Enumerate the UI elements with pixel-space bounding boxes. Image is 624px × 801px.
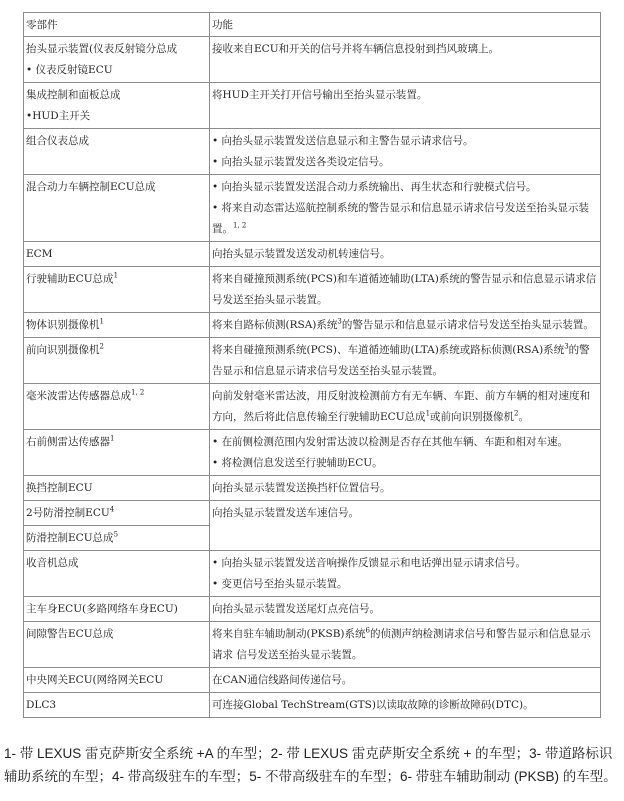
part-cell [24, 526, 210, 551]
part-name: 毫米波雷达传感器总成 [26, 390, 131, 402]
part-name: 防滑控制ECU总成 [26, 532, 114, 544]
table-row [24, 83, 601, 129]
part-cell [24, 83, 210, 129]
function-cell [210, 384, 601, 430]
header-part: 零部件 [24, 13, 210, 37]
footnote-ref: 2 [99, 342, 104, 351]
function-cell [210, 267, 601, 313]
part-cell [24, 668, 210, 693]
part-name: 主车身ECU(多路网络车身ECU) [26, 603, 178, 615]
function-text: 接收来自ECU和开关的信号并将车辆信息投射到挡风玻璃上。 [212, 43, 500, 55]
function-cell [210, 551, 601, 597]
function-cell [210, 83, 601, 129]
function-text: 将来自碰撞预测系统(PCS)和车道循迹辅助(LTA)系统的警告显示和信息显示请求信号发送至抬头显示装置。 [212, 273, 597, 306]
function-text: 将HUD主开关打开信号输出至抬头显示装置。 [212, 89, 428, 101]
table-header-row [24, 13, 601, 37]
function-bullet: • 向抬头显示装置发送音响操作反馈显示和电话弹出显示请求信号。 [212, 553, 598, 574]
table-row [24, 501, 601, 526]
footnote-ref: 1, 2 [233, 221, 247, 230]
footnote-ref: 1 [113, 271, 119, 280]
function-text: 向抬头显示装置发送发动机转速信号。 [212, 248, 391, 260]
part-cell [24, 313, 210, 338]
function-text: 向抬头显示装置发送换挡杆位置信号。 [212, 482, 391, 494]
part-name: 集成控制和面板总成 [26, 89, 121, 101]
table-row [24, 37, 601, 83]
part-cell [24, 501, 210, 526]
table-row [24, 267, 601, 313]
function-text: 的警告显示和信息显示请求信号发送至抬头显示装置。 [341, 319, 594, 331]
function-cell [210, 242, 601, 267]
part-cell [24, 622, 210, 668]
part-name: 间隙警告ECU总成 [26, 628, 114, 640]
part-cell [24, 175, 210, 242]
header-function: 功能 [210, 13, 601, 37]
function-text: 。 [518, 411, 529, 423]
function-bullet [212, 198, 598, 240]
function-bullet: • 将检测信息发送至行驶辅助ECU。 [212, 453, 598, 474]
function-bullet: • 向抬头显示装置发送混合动力系统输出、再生状态和行驶模式信号。 [212, 177, 598, 198]
table-row [24, 384, 601, 430]
part-name: 前向识别摄像机 [26, 344, 100, 356]
part-name: 行驶辅助ECU总成 [26, 273, 114, 285]
function-text: 在CAN通信线路间传递信号。 [212, 674, 353, 686]
function-text: 向前发射毫米雷达波，用反射波检测前方有无车辆、车距、前方车辆的相对速度和方向，然后将此信息传输至行驶辅助ECU总成 [212, 390, 590, 423]
footnote-ref: 6 [365, 626, 370, 635]
table-row [24, 129, 601, 175]
part-cell [24, 37, 210, 83]
function-cell [210, 622, 601, 668]
part-cell [24, 430, 210, 476]
footnote-ref: 4 [109, 505, 115, 514]
function-text: 向抬头显示装置发送尾灯点亮信号。 [212, 603, 380, 615]
function-cell [210, 175, 601, 242]
table-row [24, 338, 601, 384]
part-cell [24, 242, 210, 267]
function-text: 可连接Global TechStream(GTS)以读取故障的诊断故障码(DTC)。 [212, 699, 534, 711]
function-cell [210, 129, 601, 175]
part-cell [24, 338, 210, 384]
table-row [24, 313, 601, 338]
table-row [24, 175, 601, 242]
part-cell [24, 476, 210, 501]
footnote-ref: 1, 2 [131, 388, 145, 397]
table-row [24, 597, 601, 622]
footnote-ref: 1 [99, 317, 104, 326]
footnote-ref: 1 [425, 409, 431, 418]
table-row [24, 622, 601, 668]
part-name: DLC3 [26, 699, 57, 711]
part-name: 2号防滑控制ECU [26, 507, 110, 519]
table-row [24, 476, 601, 501]
function-cell [210, 338, 601, 384]
part-cell [24, 129, 210, 175]
part-name: 右前侧雷达传感器 [26, 436, 110, 448]
footnote-ref: 1 [110, 434, 115, 443]
table-row [24, 551, 601, 597]
function-text: 向抬头显示装置发送车速信号。 [212, 507, 359, 519]
table-row [24, 693, 601, 718]
part-name: 物体识别摄像机 [26, 319, 100, 331]
function-text: 将来自碰撞预测系统(PCS)、车道循迹辅助(LTA)系统或路标侦测(RSA)系统 [212, 344, 565, 356]
part-name: 换挡控制ECU [26, 482, 93, 494]
part-name: 混合动力车辆控制ECU总成 [26, 181, 156, 193]
part-cell [24, 267, 210, 313]
function-text: 将来自路标侦测(RSA)系统 [212, 319, 338, 331]
footnote-ref: 3 [337, 317, 342, 326]
function-cell [210, 37, 601, 83]
function-text: 或前向识别摄像机 [430, 411, 515, 423]
function-text: 将来自动态雷达巡航控制系统的警告显示和信息显示请求信号发送至抬头显示装置。 [212, 202, 590, 235]
part-cell [24, 551, 210, 597]
footnote-ref: 2 [514, 409, 519, 418]
function-cell [210, 668, 601, 693]
footnote-ref: 5 [113, 530, 119, 539]
component-function-table [23, 12, 601, 718]
part-name: 收音机总成 [26, 557, 79, 569]
table-row [24, 242, 601, 267]
table-row [24, 668, 601, 693]
function-cell [210, 693, 601, 718]
table-row [24, 430, 601, 476]
function-bullet: • 变更信号至抬头显示装置。 [212, 574, 598, 595]
function-text: 将来自驻车辅助制动(PKSB)系统 [212, 628, 366, 640]
function-bullet: • 向抬头显示装置发送各类设定信号。 [212, 152, 598, 173]
part-cell [24, 384, 210, 430]
part-name: ECM [26, 248, 53, 260]
function-bullet: • 向抬头显示装置发送信息显示和主警告显示请求信号。 [212, 131, 598, 152]
function-text: 的侦测声纳检测请求信号和警告显示和信息显示请求 信号发送至抬头显示装置。 [212, 628, 591, 661]
function-bullet: • 在前侧检测范围内发射雷达波以检测是否存在其他车辆、车距和相对车速。 [212, 432, 598, 453]
footnotes: 1- 带 LEXUS 雷克萨斯安全系统 +A 的车型；2- 带 LEXUS 雷克萨斯安全系统 + 的车型；3- 带道路标识辅助系统的车型；4- 带高级驻车的车型；5- 不带高级驻车的车型；6- 带驻车辅助制动 (PKSB) 的车型。 [4, 746, 617, 784]
part-subitem: • 仪表反射镜ECU [26, 64, 113, 76]
function-cell [210, 501, 601, 551]
part-subitem: •HUD主开关 [26, 110, 91, 122]
footnote-ref: 3 [564, 342, 569, 351]
part-cell [24, 597, 210, 622]
function-text: 的警告显示和信息显示请求信号发送至抬头显示装置。 [212, 344, 590, 377]
part-name: 中央网关ECU(网络网关ECU [26, 674, 164, 686]
function-cell [210, 430, 601, 476]
part-name: 组合仪表总成 [26, 135, 89, 147]
part-cell [24, 693, 210, 718]
function-cell [210, 476, 601, 501]
part-name: 抬头显示装置(仪表反射镜分总成 [26, 43, 178, 55]
function-cell [210, 313, 601, 338]
function-cell [210, 597, 601, 622]
